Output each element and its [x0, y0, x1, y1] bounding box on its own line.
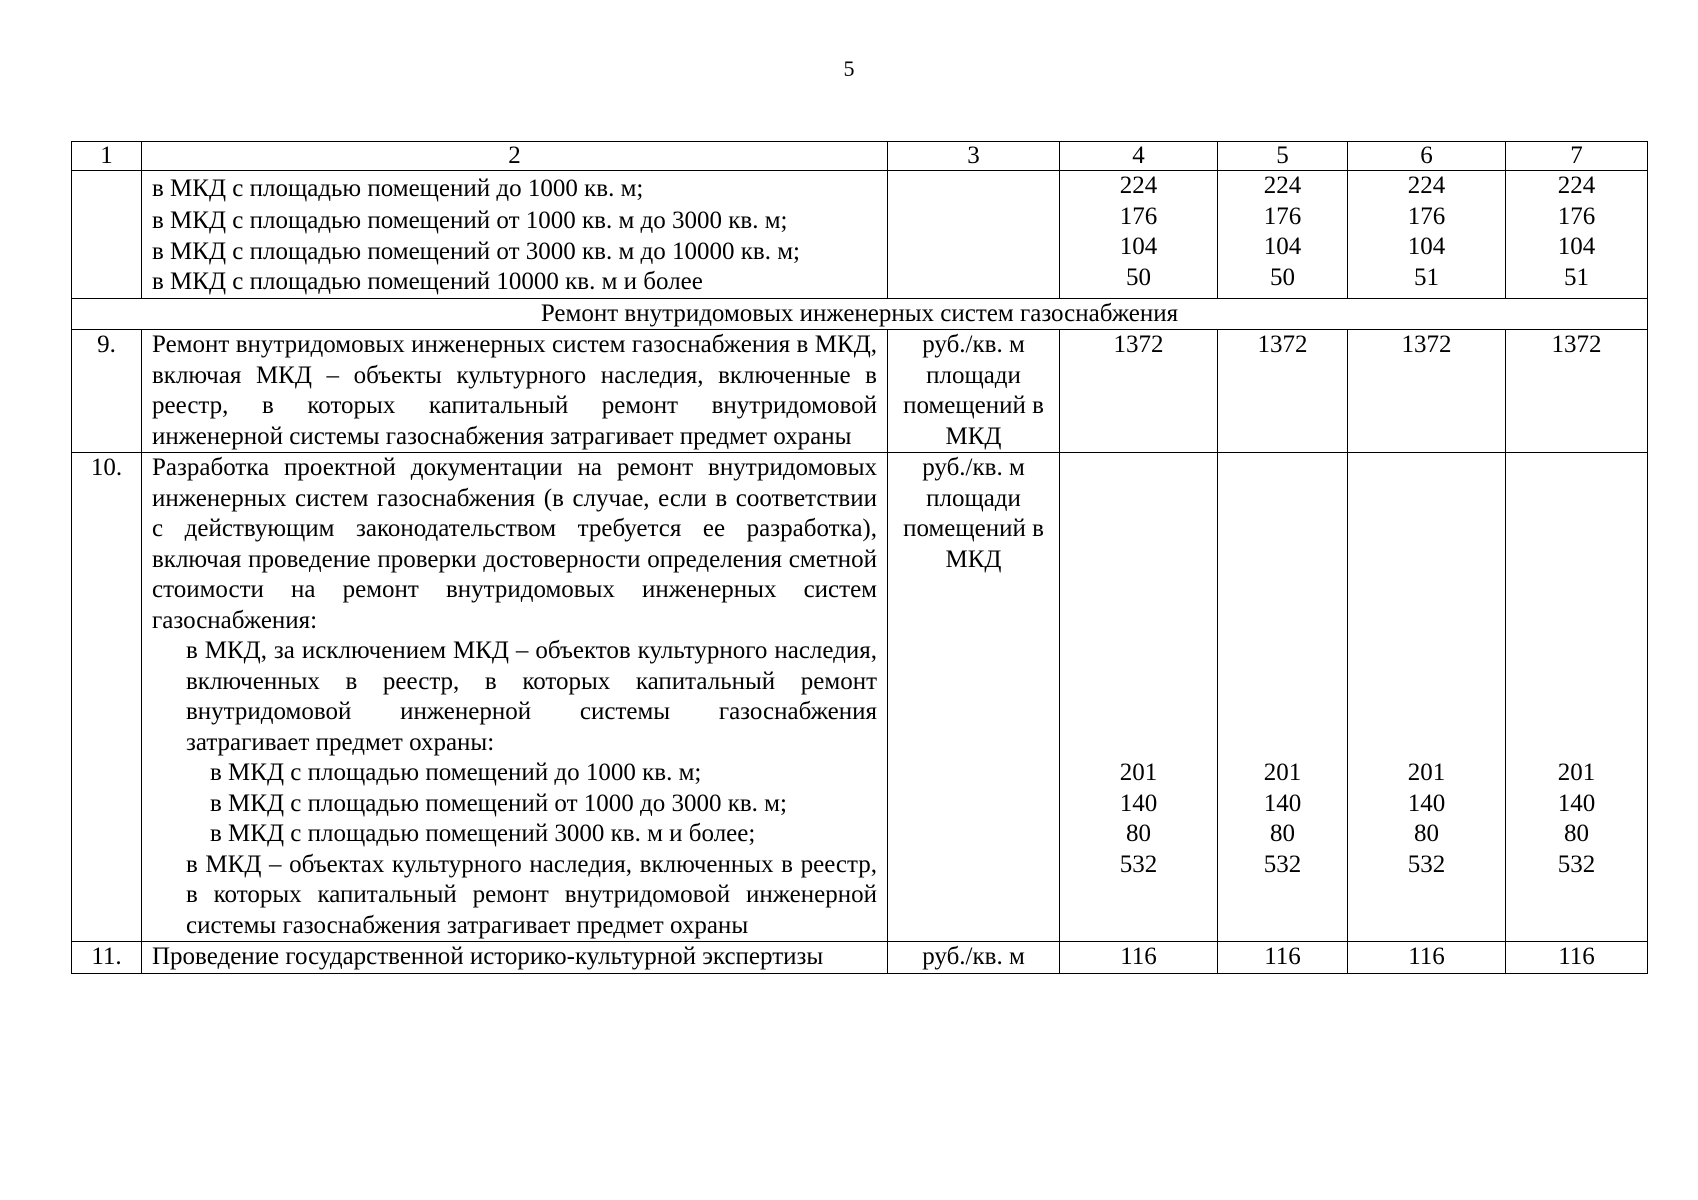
value: 176	[1557, 202, 1596, 230]
header-row	[72, 142, 1648, 171]
value-cell-col7	[1506, 453, 1648, 942]
row-number: 9.	[72, 330, 142, 453]
row-unit: руб./кв. м площади помещений в МКД	[888, 453, 1060, 942]
row-value-col4: 116	[1060, 942, 1218, 974]
value: 140	[1263, 789, 1302, 817]
value: 80	[1414, 820, 1439, 847]
row-value-col6: 1372	[1348, 330, 1506, 453]
header-cell-1: 1	[72, 142, 142, 171]
value-cell-col4	[1060, 453, 1218, 942]
value: 201	[1557, 759, 1596, 786]
value: 51	[1414, 263, 1439, 291]
section-title: Ремонт внутридомовых инженерных систем газоснабжения	[72, 298, 1648, 330]
value: 532	[1407, 850, 1446, 878]
value-cell-col4	[1060, 171, 1218, 299]
row-number-cell	[72, 171, 142, 299]
row-description: Ремонт внутридомовых инженерных систем газоснабжения в МКД, включая МКД – объекты культурного наследия, включенные в реестр, в которых капитальный ремонт внутридомовой инженерной системы газоснабжения затрагивает предмет охраны	[142, 330, 888, 453]
list-item-label: в МКД с площадью помещений 10000 кв. м и более	[152, 268, 703, 295]
value: 224	[1557, 172, 1596, 199]
value: 140	[1557, 789, 1596, 817]
page-number: 5	[843, 56, 855, 81]
header-cell-3: 3	[888, 142, 1060, 171]
header-cell-4: 4	[1060, 142, 1218, 171]
value: 80	[1564, 820, 1589, 847]
section-heading-row	[72, 298, 1648, 330]
value: 176	[1119, 202, 1158, 230]
value: 104	[1263, 233, 1302, 260]
value: 104	[1407, 233, 1446, 260]
table-row-9	[72, 330, 1648, 453]
value: 176	[1263, 202, 1302, 230]
row-unit: руб./кв. м	[888, 942, 1060, 974]
list-item-label: в МКД с площадью помещений от 3000 кв. м до 10000 кв. м;	[152, 237, 800, 265]
row-description-cell	[142, 453, 888, 942]
value: 176	[1407, 202, 1446, 230]
row-number: 10.	[72, 453, 142, 942]
value: 51	[1564, 263, 1589, 291]
value: 80	[1126, 820, 1151, 847]
row-value-col5: 1372	[1218, 330, 1348, 453]
value-cell-col7	[1506, 171, 1648, 299]
value: 532	[1119, 850, 1158, 878]
row-value-col7: 1372	[1506, 330, 1648, 453]
sub-item-label: в МКД с площадью помещений до 1000 кв. м;	[210, 759, 702, 786]
list-item-label: в МКД с площадью помещений от 1000 кв. м до 3000 кв. м;	[152, 207, 788, 234]
description-cell	[142, 171, 888, 299]
list-item-label: в МКД с площадью помещений до 1000 кв. м;	[152, 175, 644, 202]
table-row-11	[72, 942, 1648, 974]
header-cell-6: 6	[1348, 142, 1506, 171]
heritage-text: в МКД – объектах культурного наследия, включенных в реестр, в которых капитальный ремонт внутридомовой инженерной системы газоснабжения затрагивает предмет охраны	[186, 850, 877, 939]
value-cell-col6	[1348, 453, 1506, 942]
value: 201	[1119, 759, 1158, 786]
value: 140	[1119, 789, 1158, 817]
value: 140	[1407, 789, 1446, 817]
value: 104	[1557, 233, 1596, 260]
header-cell-7: 7	[1506, 142, 1648, 171]
row-value-col5: 116	[1218, 942, 1348, 974]
header-cell-2: 2	[142, 142, 888, 171]
value-cell-col5	[1218, 453, 1348, 942]
row-unit: руб./кв. м площади помещений в МКД	[888, 330, 1060, 453]
sub-intro: в МКД, за исключением МКД – объектов культурного наследия, включенных в реестр, в которых капитальный ремонт внутридомовой инженерной системы газоснабжения затрагивает предмет охраны:	[186, 637, 877, 756]
value: 224	[1263, 172, 1302, 199]
value: 80	[1270, 820, 1295, 847]
value: 201	[1407, 759, 1446, 786]
row-value-col7: 116	[1506, 942, 1648, 974]
table-row-continuation	[72, 171, 1648, 299]
value: 50	[1126, 263, 1151, 291]
sub-item-label: в МКД с площадью помещений от 1000 до 3000 кв. м;	[210, 789, 787, 817]
row-value-col4: 1372	[1060, 330, 1218, 453]
value: 50	[1270, 263, 1295, 291]
value-cell-col6	[1348, 171, 1506, 299]
value-cell-col5	[1218, 171, 1348, 299]
value: 104	[1119, 233, 1158, 260]
unit-cell	[888, 171, 1060, 299]
sub-item-label: в МКД с площадью помещений 3000 кв. м и более;	[210, 820, 756, 847]
row-description: Проведение государственной историко-культурной экспертизы	[142, 942, 888, 974]
value: 224	[1407, 172, 1446, 199]
value: 532	[1557, 850, 1596, 878]
value: 201	[1263, 759, 1302, 786]
header-cell-5: 5	[1218, 142, 1348, 171]
row-number: 11.	[72, 942, 142, 974]
row-description: Разработка проектной документации на ремонт внутридомовых инженерных систем газоснабжения (в случае, если в соответствии с действующим законодательством требуется ее разработка), включая проведение проверки достоверности определения сметной стоимости на ремонт внутридомовых инженерных систем газоснабжения:	[152, 454, 877, 634]
row-value-col6: 116	[1348, 942, 1506, 974]
table-row-10	[72, 453, 1648, 942]
value: 224	[1119, 172, 1158, 199]
tariff-table	[71, 141, 1648, 974]
value: 532	[1263, 850, 1302, 878]
